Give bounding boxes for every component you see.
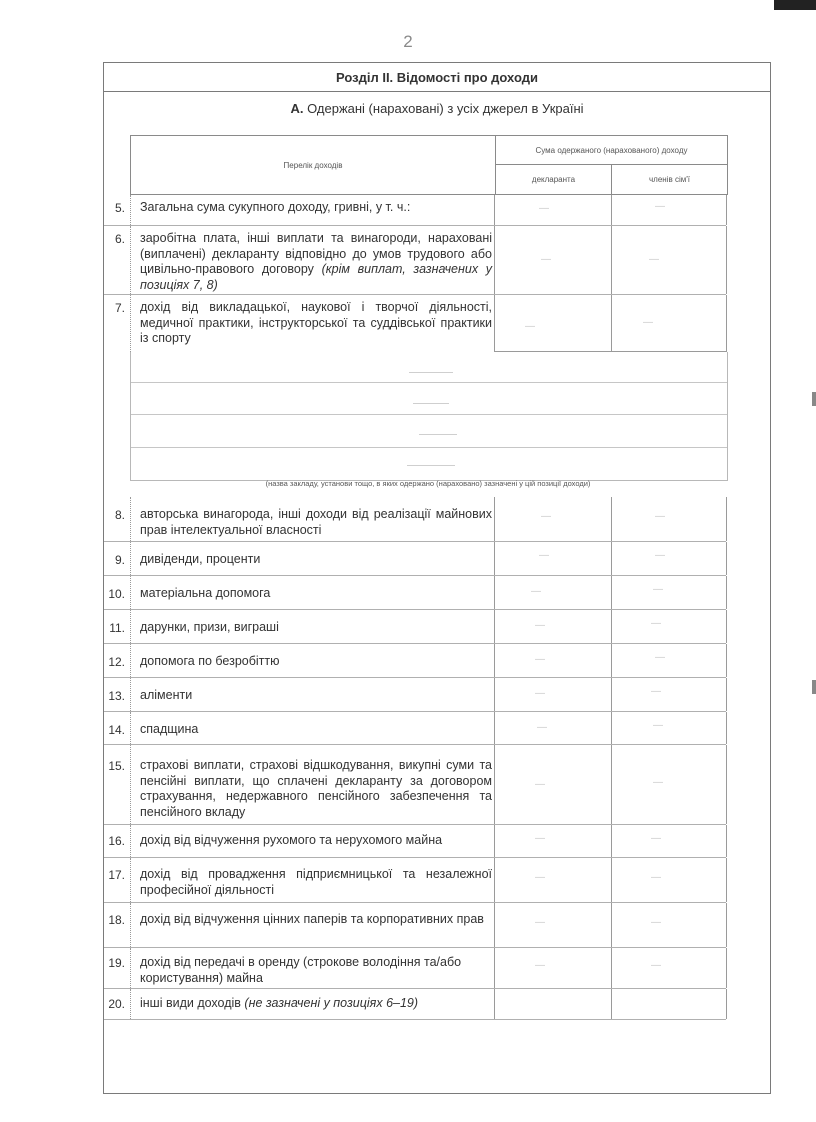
- family-cell[interactable]: [611, 542, 727, 575]
- row-divider: [130, 542, 131, 575]
- row-divider: [130, 948, 131, 988]
- family-value: —: [651, 917, 661, 928]
- row-number: 6.: [114, 232, 125, 246]
- income-row-10: [104, 576, 726, 610]
- row-divider: [130, 226, 131, 294]
- income-row-9: [104, 542, 726, 576]
- blank-stroke: [413, 403, 449, 404]
- scan-edge-mark: [812, 392, 816, 406]
- declarant-cell[interactable]: [494, 497, 612, 541]
- row-label: матеріальна допомога: [140, 586, 271, 600]
- family-cell[interactable]: [611, 903, 727, 947]
- row-number: 8.: [114, 508, 125, 522]
- income-sum-header: Сума одержаного (нарахованого) доходу: [496, 136, 727, 165]
- family-cell[interactable]: [611, 610, 727, 643]
- declarant-cell[interactable]: [494, 226, 612, 294]
- declarant-value: —: [537, 722, 547, 733]
- family-value: —: [651, 960, 661, 971]
- row-divider: [130, 497, 131, 541]
- declarant-value: —: [541, 254, 551, 265]
- family-cell[interactable]: [611, 825, 727, 857]
- section-title: Розділ ІІ. Відомості про доходи: [104, 63, 770, 92]
- family-value: —: [651, 833, 661, 844]
- family-cell[interactable]: [611, 989, 727, 1019]
- declarant-cell[interactable]: [494, 858, 612, 902]
- row-label: дарунки, призи, виграші: [140, 620, 279, 634]
- declarant-cell[interactable]: [494, 948, 612, 988]
- family-value: —: [653, 584, 663, 595]
- row-label: дохід від провадження підприємницької та незалежної професійної діяльності: [140, 867, 492, 897]
- family-column-header: членів сім'ї: [649, 175, 690, 184]
- row-label: [140, 996, 492, 1012]
- row-divider: [130, 712, 131, 744]
- declarant-value: —: [539, 203, 549, 214]
- declarant-cell[interactable]: [494, 745, 612, 824]
- row-label: страхові виплати, страхові відшкодування, викупні суми та пенсійні виплати, що сплачені декларанту за договором страхування, недержавного пенсійного забезпечення та пенсійного вкладу: [140, 758, 492, 819]
- declarant-cell[interactable]: [494, 542, 612, 575]
- row-number: 20.: [108, 997, 125, 1011]
- row-number: 11.: [109, 621, 125, 635]
- subsection-text: Одержані (нараховані) з усіх джерел в Україні: [303, 101, 584, 116]
- declarant-cell[interactable]: [494, 195, 612, 225]
- declarant-cell[interactable]: [494, 610, 612, 643]
- subsection-letter: А.: [290, 101, 304, 116]
- subsection-heading: [104, 101, 770, 116]
- scan-edge-mark: [812, 680, 816, 694]
- row-number: 7.: [114, 301, 125, 315]
- row-number: 10.: [108, 587, 125, 601]
- income-row-16: [104, 825, 726, 858]
- declarant-value: —: [535, 960, 545, 971]
- declarant-cell[interactable]: [494, 576, 612, 609]
- declarant-cell[interactable]: [494, 825, 612, 857]
- income-row-5: [104, 195, 726, 226]
- row-label: спадщина: [140, 722, 199, 736]
- family-value: —: [653, 720, 663, 731]
- row-divider: [130, 825, 131, 857]
- family-value: —: [655, 201, 665, 212]
- declarant-value: —: [525, 321, 535, 332]
- declarant-value: —: [541, 511, 551, 522]
- row-divider: [130, 576, 131, 609]
- row-label: дохід від відчуження цінних паперів та корпоративних прав: [140, 912, 484, 926]
- row-divider: [130, 858, 131, 902]
- declarant-cell[interactable]: [494, 989, 612, 1019]
- institution-line[interactable]: [131, 382, 727, 383]
- income-row-13: [104, 678, 726, 712]
- row-label: аліменти: [140, 688, 193, 702]
- income-row-20: [104, 989, 726, 1020]
- declarant-value: —: [535, 917, 545, 928]
- income-row-18: [104, 903, 726, 948]
- row-label-main: інші види доходів: [140, 996, 241, 1010]
- family-cell[interactable]: [611, 678, 727, 711]
- family-value: —: [643, 317, 653, 328]
- row-label: Загальна сума сукупного доходу, гривні, у т. ч.:: [140, 200, 411, 214]
- family-value: —: [655, 652, 665, 663]
- income-header-table: [130, 135, 728, 195]
- declarant-value: —: [535, 872, 545, 883]
- family-value: —: [651, 686, 661, 697]
- row-divider: [130, 678, 131, 711]
- row-label: допомога по безробіттю: [140, 654, 280, 668]
- declarant-cell[interactable]: [494, 712, 612, 744]
- row-divider: [130, 745, 131, 824]
- family-value: —: [655, 511, 665, 522]
- row-number: 9.: [114, 553, 125, 567]
- row-divider: [130, 295, 131, 352]
- family-value: —: [655, 550, 665, 561]
- row-divider: [130, 989, 131, 1019]
- family-value: —: [651, 872, 661, 883]
- family-cell[interactable]: [611, 497, 727, 541]
- blank-stroke: [407, 465, 455, 466]
- row-number: 17.: [108, 868, 125, 882]
- row-label: дохід від відчуження рухомого та нерухомого майна: [140, 833, 443, 847]
- row-label: дохід від передачі в оренду (строкове володіння та/або користування) майна: [140, 955, 462, 985]
- scan-corner-mark: [774, 0, 816, 10]
- institution-line[interactable]: [131, 447, 727, 448]
- declarant-value: —: [535, 654, 545, 665]
- family-cell[interactable]: [611, 576, 727, 609]
- row-label-note: (не зазначені у позиціях 6–19): [240, 996, 419, 1010]
- row-label-main: заробітна плата, інші виплати та винагороди, нараховані (виплачені) декларанту відповідно до умов трудового або цивільно-правового договору: [140, 231, 492, 276]
- declarant-value: —: [535, 620, 545, 631]
- declarant-value: —: [535, 833, 545, 844]
- row-number: 5.: [114, 201, 125, 215]
- income-row-19: [104, 948, 726, 989]
- declarant-value: —: [531, 586, 541, 597]
- page-number: 2: [403, 32, 413, 51]
- income-list-header: Перелік доходів: [131, 136, 496, 194]
- income-row-15: [104, 745, 726, 825]
- family-cell[interactable]: [611, 858, 727, 902]
- family-cell[interactable]: [611, 295, 727, 352]
- row-label-note: (крім виплат, зазначених у позиціях 7, 8): [140, 262, 493, 292]
- institution-line[interactable]: [131, 414, 727, 415]
- declarant-cell[interactable]: [494, 644, 612, 677]
- income-row-7: [104, 295, 726, 352]
- declarant-cell[interactable]: [494, 903, 612, 947]
- income-row-11: [104, 610, 726, 644]
- family-cell[interactable]: [611, 226, 727, 294]
- row-divider: [130, 644, 131, 677]
- row-divider: [130, 903, 131, 947]
- row-divider: [130, 195, 131, 225]
- institution-lines: [130, 352, 728, 481]
- row-number: 16.: [108, 834, 125, 848]
- blank-stroke: [419, 434, 457, 435]
- row-number: 18.: [108, 913, 125, 927]
- income-row-14: [104, 712, 726, 745]
- family-cell[interactable]: [611, 644, 727, 677]
- income-row-6: [104, 226, 726, 295]
- row-label: дивіденди, проценти: [140, 552, 261, 566]
- blank-stroke: [409, 372, 453, 373]
- declarant-column-header: декларанта: [496, 165, 612, 194]
- declarant-cell[interactable]: [494, 295, 612, 352]
- family-cell[interactable]: [611, 195, 727, 225]
- income-row-12: [104, 644, 726, 678]
- family-cell[interactable]: [611, 948, 727, 988]
- row-number: 19.: [108, 956, 125, 970]
- income-row-17: [104, 858, 726, 903]
- row-number: 12.: [108, 655, 125, 669]
- declarant-cell[interactable]: [494, 678, 612, 711]
- row-label: авторська винагорода, інші доходи від реалізації майнових прав інтелектуальної власності: [140, 507, 492, 537]
- family-cell[interactable]: [611, 712, 727, 744]
- row-number: 13.: [108, 689, 125, 703]
- family-cell[interactable]: [611, 745, 727, 824]
- family-value: —: [651, 618, 661, 629]
- row-divider: [130, 610, 131, 643]
- institution-caption: (назва закладу, установи тощо, в яких одержано (нараховано) зазначені у цій позиції доходи): [265, 479, 591, 488]
- family-value: —: [649, 254, 659, 265]
- row-label: [140, 231, 492, 293]
- row-number: 15.: [108, 759, 125, 773]
- declarant-value: —: [535, 779, 545, 790]
- income-row-8: [104, 497, 726, 542]
- declarant-value: —: [535, 688, 545, 699]
- row-label: дохід від викладацької, наукової і творчої діяльності, медичної практики, інструкторської та суддівської практики із спорту: [140, 300, 492, 345]
- family-value: —: [653, 777, 663, 788]
- declarant-value: —: [539, 550, 549, 561]
- row-number: 14.: [108, 723, 125, 737]
